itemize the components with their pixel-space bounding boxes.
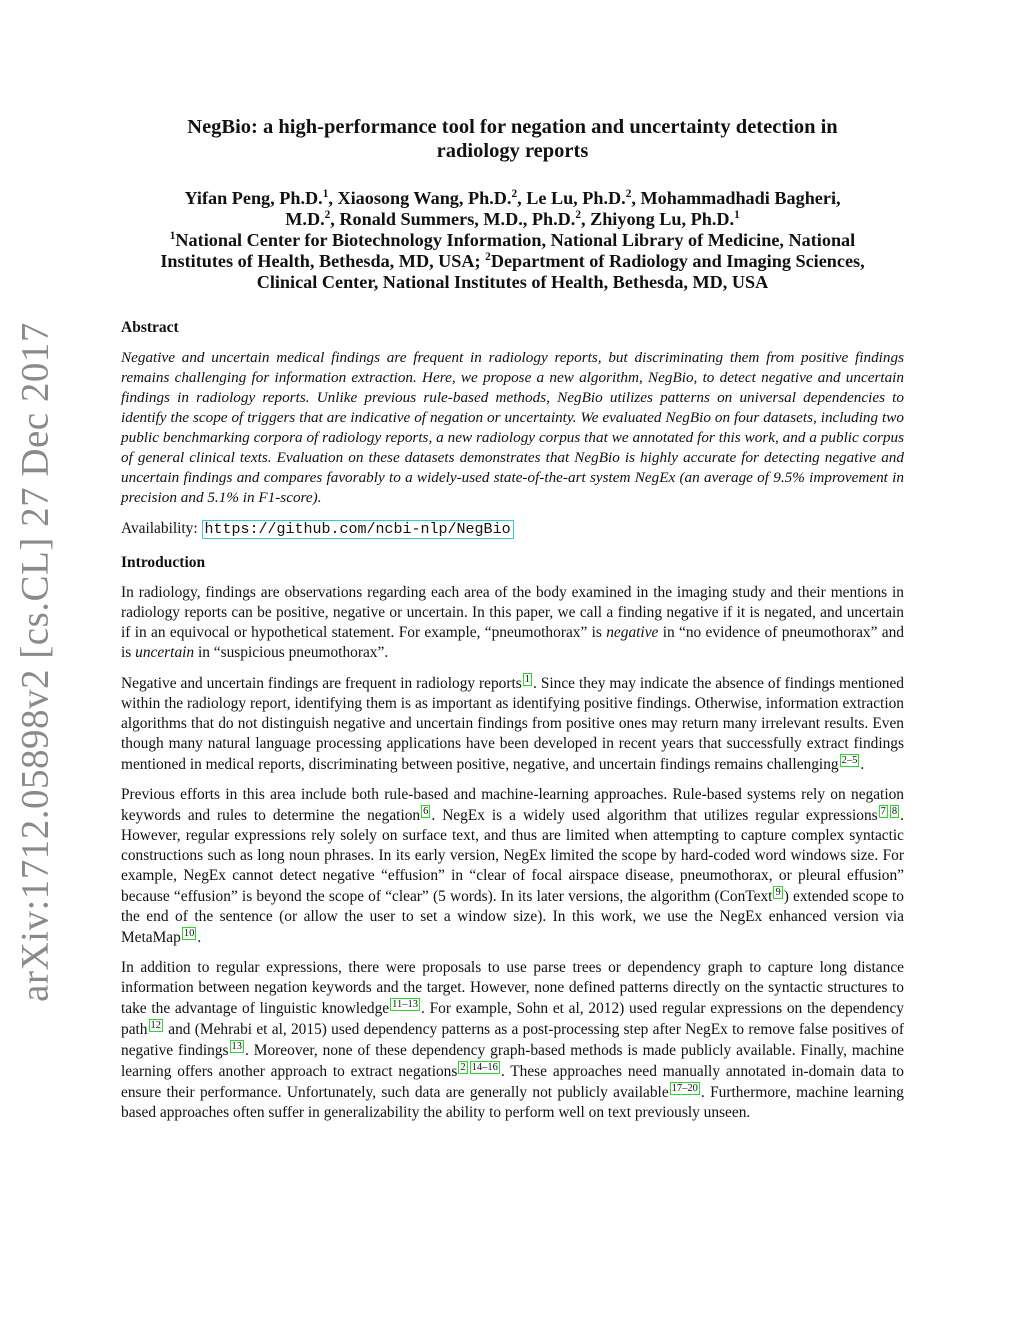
author: Ronald Summers, M.D., Ph.D. — [339, 209, 576, 229]
arxiv-identifier: arXiv:1712.05898v2 [cs.CL] 27 Dec 2017 — [13, 322, 57, 1002]
citation-link[interactable]: 2–5 — [841, 755, 858, 766]
citation-link[interactable]: 8 — [891, 806, 898, 817]
paper-title — [121, 115, 904, 163]
author: Zhiyong Lu, Ph.D. — [590, 209, 735, 229]
author: Le Lu, Ph.D. — [526, 188, 626, 208]
citation-link[interactable]: 1 — [524, 674, 531, 685]
title-line-1: NegBio: a high-performance tool for negation and uncertainty detection in — [187, 116, 838, 138]
github-link[interactable]: https://github.com/ncbi-nlp/NegBio — [202, 520, 514, 539]
citation-link[interactable]: 12 — [150, 1020, 161, 1031]
abstract-heading: Abstract — [121, 319, 179, 336]
author: Xiaosong Wang, Ph.D. — [337, 188, 512, 208]
intro-paragraph-2: Negative and uncertain findings are frequent in radiology reports 1 . Since they may indicate the absence of findings mentioned within the radiology report, identifying them is as important as identifying positive findings. Otherwise, information extraction algorithms that do not distinguish negative and uncertain findings from positive ones may return many irrelevant results. Even though many natural language processing applications have been developed in recent years that successfully extract findings mentioned in medical reports, discriminating between positive, negative, and uncertain findings remains challenging 2–5 . — [121, 674, 905, 773]
intro-paragraph-4: In addition to regular expressions, there were proposals to use parse trees or dependency graph to capture long distance information between negation keywords and the target. However, none defined patterns directly on the syntactic structures to take the advantage of linguistic knowledge 11–13 . For example, Sohn et al, 2012) used regular expressions on the dependency path 12 and (Mehrabi et al, 2015) used dependency patterns as a post-processing step after NegEx to remove false positives of negative findings 13 . Moreover, none of these dependency graph-based methods is made publicly available. Finally, machine learning offers another approach to extract negations 2 14–16 . These approaches need manually annotated in-domain data to ensure their performance. Unfortunately, such data are generally not publicly available 17–20 . Furthermore, machine learning based approaches often suffer in generalizability the ability to perform well on text previously unseen. — [121, 959, 905, 1121]
intro-paragraph-1: In radiology, findings are observations regarding each area of the body examined in the imaging study and their mentions in radiology reports can be positive, negative or uncertain. In this paper, we call a finding negative if it is negated, and uncertain if in an equivocal or hypothetical statement. For example, “pneumothorax” is negative in “no evidence of pneumothorax” and is uncertain in “suspicious pneumothorax”. — [121, 584, 904, 661]
emphasis-uncertain: uncertain — [135, 644, 195, 661]
citation-link[interactable]: 17–20 — [671, 1083, 698, 1094]
affiliations: $^1$National Center for Biotechnology Information, National Library of Medicine, National Institutes of Health, Bethesda, MD, USA; $^2$Department of Radiology and Imaging Sciences, Clinical Center, National Institutes of Health, Bethesda, MD, USA — [160, 229, 865, 292]
availability-label: Availability: — [121, 520, 198, 537]
citation-link[interactable]: 6 — [423, 806, 429, 817]
affiliation-1: National Center for Biotechnology Information, National Library of Medicine, National — [175, 230, 856, 250]
citation-link[interactable]: 7 — [880, 806, 886, 817]
abstract-text: Negative and uncertain medical findings are frequent in radiology reports, but discriminating them from positive findings remains challenging for information extraction. Here, we propose a new algorithm, NegBio, to detect negative and uncertain findings in radiology reports. Unlike previous rule-based methods, NegBio utilizes patterns on universal dependencies to identify the scope of triggers that are indicative of negation or uncertainty. We evaluated NegBio on four datasets, including two public benchmarking corpora of radiology reports, a new radiology corpus that we annotated for this work, and a public corpus of general clinical texts. Evaluation on these datasets demonstrates that NegBio is highly accurate for detecting negative and uncertain findings and compares favorably to a widely-used state-of-the-art system NegEx (an average of 9.5% improvement in precision and 5.1% in F1-score). — [121, 349, 904, 506]
citation-link[interactable]: 10 — [183, 928, 195, 939]
intro-paragraph-3: Previous efforts in this area include both rule-based and machine-learning approaches. Rule-based systems rely on negation keywords and rules to determine the negation 6 . NegEx is a widely used algorithm that utilizes regular expressions 7 8 . However, regular expressions rely solely on surface text, and thus are limited when attempting to capture complex syntactic constructions such as long noun phrases. In its early version, NegEx limited the scope by hard-coded word windows size. For example, NegEx cannot detect negative “effusion” in “clear of focal airspace disease, pneumothorax, or pleural effusion” because “effusion” is beyond the scope of “clear” (5 words). In its later versions, the algorithm (ConText 9 ) extended scope to the end of the sentence (or allow the user to set a window size). In this work, we use the NegEx enhanced version via MetaMap 10 . — [121, 786, 904, 946]
author: Mohammadhadi Bagheri, — [640, 188, 841, 208]
title-line-2: radiology reports — [436, 140, 589, 162]
citation-link[interactable]: 13 — [231, 1041, 243, 1052]
citation-link[interactable]: 14–16 — [471, 1062, 498, 1073]
affiliation-2: Department of Radiology and Imaging Sciences, — [490, 251, 865, 271]
author: M.D. — [285, 209, 325, 229]
affiliation-1-cont: Institutes of Health, Bethesda, MD, USA; — [160, 251, 481, 271]
citation-link[interactable]: 9 — [775, 887, 781, 898]
author: Yifan Peng, Ph.D. — [184, 188, 323, 208]
author-list: Yifan Peng, Ph.D.$^1$, Xiaosong Wang, Ph.D.$^2$, Le Lu, Ph.D.$^2$, Mohammadhadi Bagheri, M.D.$^2$, Ronald Summers, M.D., Ph.D.$^2$, Zhiyong Lu, Ph.D.$^1$ — [184, 187, 841, 229]
availability — [121, 519, 904, 540]
paper-page — [121, 115, 904, 1123]
introduction-heading: Introduction — [121, 554, 206, 571]
citation-link[interactable]: 2 — [460, 1062, 466, 1073]
affiliation-2-cont: Clinical Center, National Institutes of Health, Bethesda, MD, USA — [256, 272, 769, 292]
citation-link[interactable]: 11–13 — [392, 999, 419, 1010]
emphasis-negative: negative — [606, 624, 659, 641]
